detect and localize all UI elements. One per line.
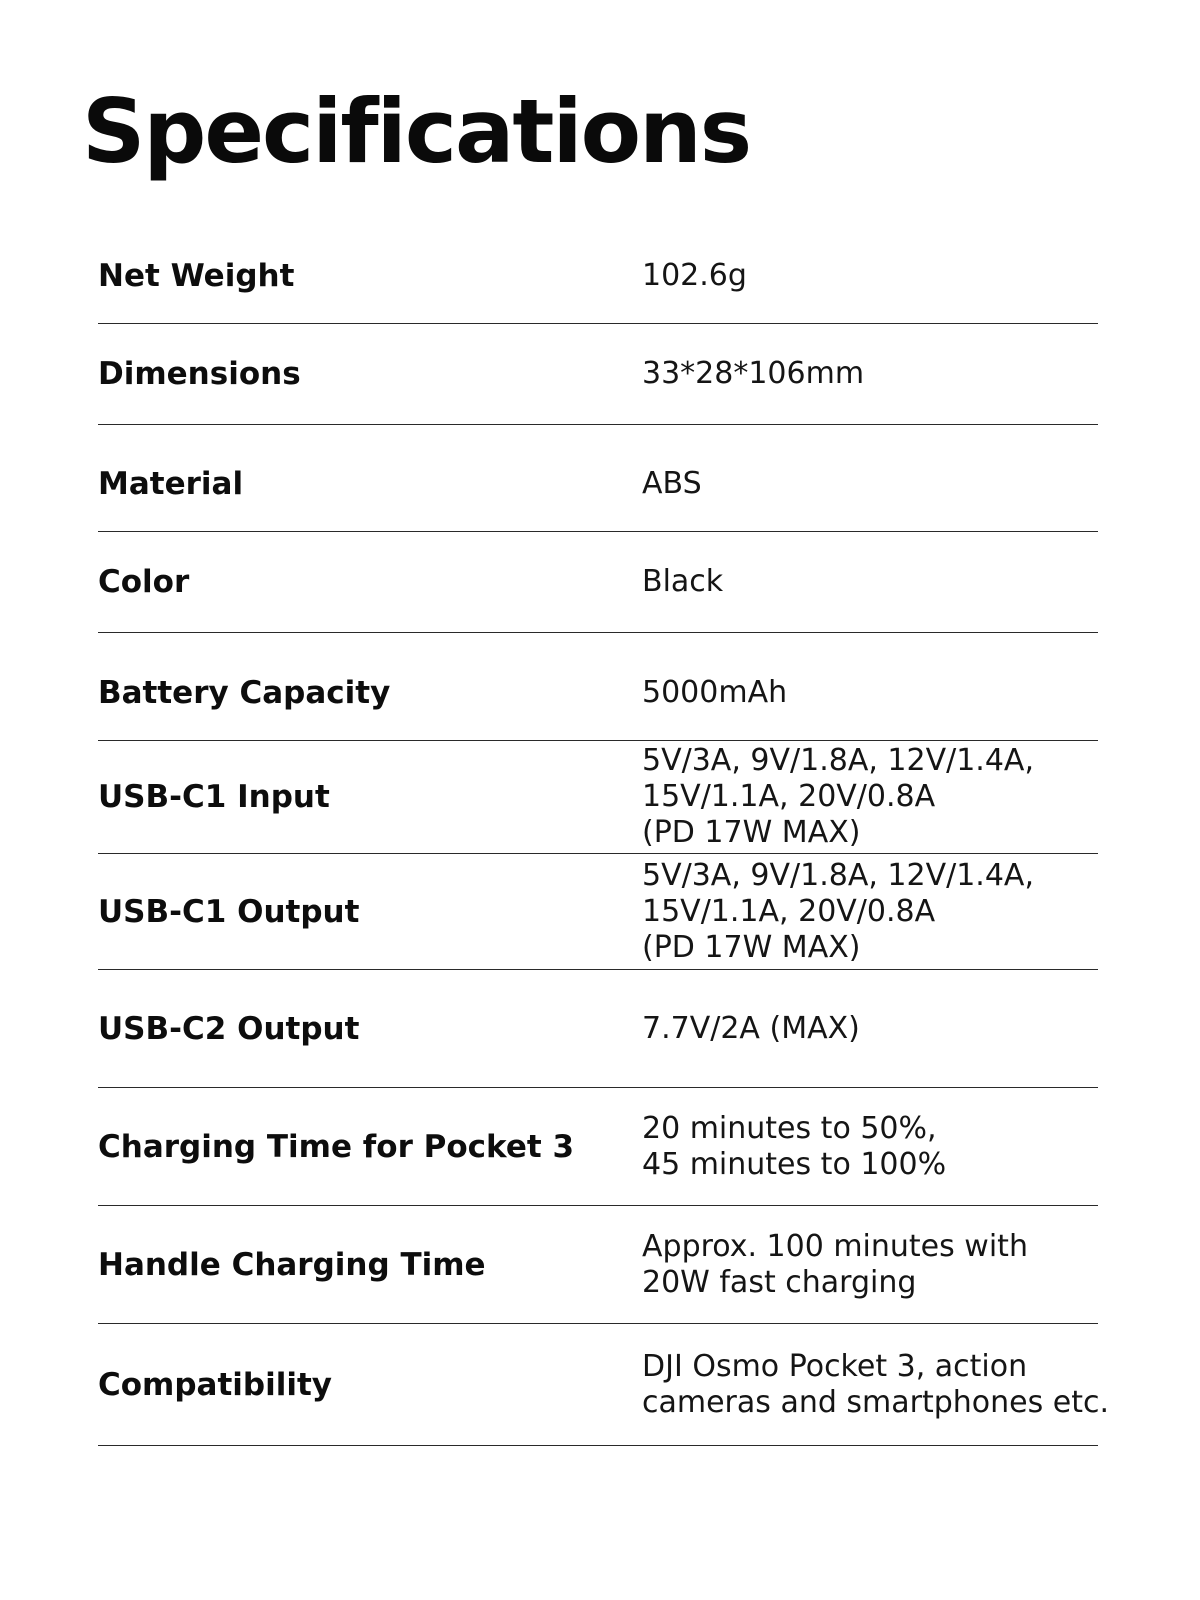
spec-label: Battery Capacity <box>98 674 391 711</box>
spec-value-line: ABS <box>642 466 702 501</box>
spec-value-line: 45 minutes to 100% <box>642 1146 947 1182</box>
spec-value-line: 15V/1.1A, 20V/0.8A <box>642 779 936 814</box>
spec-value <box>642 970 860 1087</box>
spec-value <box>642 324 864 424</box>
spec-value-line: 20W fast charging <box>642 1264 917 1300</box>
spec-label: Charging Time for Pocket 3 <box>98 1128 575 1165</box>
spec-value <box>642 425 702 531</box>
spec-value-line: 15V/1.1A, 20V/0.8A <box>642 893 936 929</box>
spec-label: USB-C2 Output <box>98 1010 360 1047</box>
spec-row-charging-time-pocket-3 <box>98 1088 1098 1206</box>
spec-value <box>642 633 787 740</box>
spec-row-compatibility <box>98 1324 1110 1446</box>
spec-label: Color <box>98 564 190 600</box>
spec-value-line: (PD 17W MAX) <box>642 929 861 965</box>
spec-row-handle-charging-time <box>98 1206 1098 1324</box>
spec-row-usb-c1-input <box>98 741 1098 854</box>
spec-value <box>642 228 747 323</box>
spec-value-line: 5V/3A, 9V/1.8A, 12V/1.4A, <box>642 857 1034 893</box>
spec-label: Compatibility <box>98 1366 332 1403</box>
spec-row-usb-c1-output <box>98 854 1098 970</box>
spec-value <box>642 1206 1028 1323</box>
spec-value-line: DJI Osmo Pocket 3, action <box>642 1348 1028 1384</box>
spec-label: Handle Charging Time <box>98 1246 486 1283</box>
spec-label: Material <box>98 466 244 502</box>
spec-value <box>642 532 723 632</box>
spec-value-line: cameras and smartphones etc. <box>642 1384 1110 1420</box>
spec-row-color <box>98 532 1098 633</box>
spec-label: USB-C1 Output <box>98 893 360 930</box>
spec-value <box>642 854 1034 969</box>
spec-value <box>642 1088 946 1205</box>
spec-label: USB-C1 Input <box>98 779 330 815</box>
spec-value-line: 5V/3A, 9V/1.8A, 12V/1.4A, <box>642 743 1034 778</box>
spec-row-material <box>98 425 1098 532</box>
spec-value-line: 5000mAh <box>642 674 788 710</box>
spec-value <box>642 741 1034 853</box>
spec-value-line: Approx. 100 minutes with <box>642 1228 1028 1264</box>
spec-row-battery-capacity <box>98 633 1098 741</box>
spec-row-dimensions <box>98 324 1098 425</box>
spec-value-line: (PD 17W MAX) <box>642 815 861 850</box>
spec-value-line: 20 minutes to 50%, <box>642 1110 937 1146</box>
spec-row-net-weight <box>98 228 1098 324</box>
spec-value <box>642 1324 1109 1445</box>
spec-value-line: 7.7V/2A (MAX) <box>642 1010 860 1046</box>
spec-value-line: 33*28*106mm <box>642 356 865 391</box>
spec-row-usb-c2-output <box>98 970 1098 1088</box>
page-title: Specifications <box>82 80 751 183</box>
spec-value-line: 102.6g <box>642 257 747 293</box>
spec-label: Net Weight <box>98 257 295 294</box>
spec-value-line: Black <box>642 564 724 599</box>
spec-label: Dimensions <box>98 356 301 392</box>
